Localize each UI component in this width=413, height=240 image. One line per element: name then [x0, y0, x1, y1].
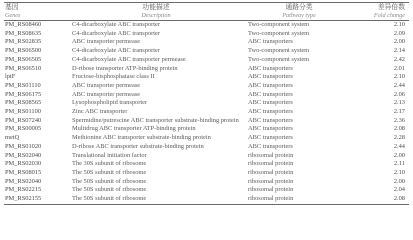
fold-change-cell: 2.00 [393, 38, 405, 46]
header-fold-change-cn: 差异倍数 [350, 3, 409, 13]
table-row [4, 178, 409, 187]
description-cell: Lysophospholipid transporter [72, 99, 148, 107]
gene-cell: PM_RS02030 [5, 160, 42, 168]
description-cell: ABC transporter permease [72, 38, 141, 46]
description-cell: Translational initiation factor [72, 151, 147, 159]
pathway-cell: ABC transporters [248, 134, 293, 142]
pathway-cell: ribosomal protein [248, 186, 294, 194]
table-row [4, 134, 409, 143]
pathway-cell: ABC transporters [248, 90, 293, 98]
fold-change-cell: 2.06 [393, 90, 405, 98]
fold-change-cell: 2.08 [350, 195, 409, 204]
description-cell: Fructose-bisphosphatase class II [72, 73, 155, 81]
pathway-cell: ABC transporters [248, 73, 293, 81]
fold-change-cell: 2.11 [394, 160, 405, 168]
description-cell: Zinc ABC transporter [72, 108, 128, 116]
fold-change-cell: 2.14 [393, 47, 405, 55]
gene-expression-table [4, 2, 409, 205]
description-cell: ABC transporter permease [72, 81, 141, 89]
description-cell: D-ribose ABC transporter substrate-binding protein [72, 142, 204, 150]
pathway-cell: ABC transporters [248, 125, 293, 133]
table-header [4, 3, 409, 21]
gene-cell: PM_RS08565 [5, 99, 42, 107]
table-row [4, 195, 409, 204]
fold-change-cell: 2.04 [393, 186, 405, 194]
pathway-cell: ABC transporters [248, 64, 293, 72]
gene-cell: lptF [5, 73, 16, 81]
description-cell: The 50S subunit of ribosome [72, 177, 147, 185]
table-row [4, 160, 409, 169]
table-row [4, 65, 409, 74]
pathway-cell: Two-component system [248, 47, 310, 55]
gene-cell: PM_RS00005 [5, 125, 42, 133]
header-fold-change-en: Fold change [350, 12, 409, 21]
header-row-english [4, 12, 409, 21]
table-row [4, 47, 409, 56]
pathway-cell: ABC transporters [248, 116, 293, 124]
table-row [4, 169, 409, 178]
gene-cell: PM_RS02040 [5, 177, 42, 185]
description-cell: C4-dicarboxylate ABC transporter permease [72, 55, 186, 63]
table-row [4, 73, 409, 82]
gene-cell: PM_RS01100 [5, 108, 41, 116]
table-row [4, 30, 409, 39]
gene-cell: PM_RS06510 [5, 64, 42, 72]
description-cell: ABC transporter permease [72, 90, 141, 98]
description-cell: The 50S subunit of ribosome [72, 168, 147, 176]
gene-cell: PM_RS06175 [5, 90, 42, 98]
pathway-cell: ribosomal protein [240, 195, 350, 204]
header-pathway-cn: 通路分类 [240, 3, 350, 13]
description-cell: C4-dicarboxylate ABC transporter [72, 47, 161, 55]
header-row-chinese [4, 3, 409, 13]
description-cell: Methionine ABC transporter substrate-binding protein [72, 134, 211, 142]
pathway-cell: ribosomal protein [248, 168, 294, 176]
fold-change-cell: 2.09 [393, 29, 405, 37]
fold-change-cell: 2.44 [393, 142, 405, 150]
table-row [4, 117, 409, 126]
header-description-cn: 功能描述 [68, 3, 240, 13]
table-row [4, 38, 409, 47]
fold-change-cell: 2.08 [393, 125, 405, 133]
gene-cell: PM_RS07240 [5, 116, 42, 124]
fold-change-cell: 2.42 [393, 55, 405, 63]
fold-change-cell: 2.36 [393, 116, 405, 124]
table-row [4, 82, 409, 91]
fold-change-cell: 2.00 [393, 151, 405, 159]
table-row [4, 99, 409, 108]
table-row [4, 143, 409, 152]
pathway-cell: ribosomal protein [248, 151, 294, 159]
description-cell: C4-dicarboxylate ABC transporter [72, 21, 161, 28]
table-row [4, 21, 409, 30]
description-cell: The 50S subunit of ribosome [72, 186, 147, 194]
pathway-cell: ABC transporters [248, 108, 293, 116]
gene-cell: PM_RS08015 [5, 168, 42, 176]
fold-change-cell: 2.10 [393, 73, 405, 81]
pathway-cell: ABC transporters [248, 99, 293, 107]
fold-change-cell: 2.13 [393, 99, 405, 107]
fold-change-cell: 2.10 [393, 21, 405, 28]
table-row [4, 108, 409, 117]
gene-cell: PM_RS02155 [4, 195, 68, 204]
fold-change-cell: 2.17 [393, 108, 405, 116]
description-cell: The 30S subunit of ribosome [72, 160, 147, 168]
pathway-cell: ABC transporters [248, 81, 293, 89]
fold-change-cell: 2.01 [393, 64, 405, 72]
gene-cell: PM_RS01110 [5, 81, 41, 89]
description-cell: Spermidine/putrescine ABC transporter substrate-binding protein [72, 116, 239, 124]
pathway-cell: ribosomal protein [248, 177, 294, 185]
description-cell: The 50S subunit of ribosome [68, 195, 240, 204]
pathway-cell: Two-component system [248, 21, 310, 28]
fold-change-cell: 2.44 [393, 81, 405, 89]
description-cell: C4-dicarboxylate ABC transporter [72, 29, 161, 37]
fold-change-cell: 2.10 [393, 168, 405, 176]
pathway-cell: ABC transporters [248, 142, 293, 150]
header-genes-en: Genes [4, 12, 68, 21]
header-description-en: Description [68, 12, 240, 21]
table-row [4, 125, 409, 134]
table-row [4, 56, 409, 65]
fold-change-cell: 2.28 [393, 134, 405, 142]
table-body [4, 21, 409, 205]
gene-cell: PM_RS02835 [5, 38, 42, 46]
pathway-cell: ABC transporters [248, 38, 293, 46]
gene-cell: PM_RS02040 [5, 151, 42, 159]
table-row [4, 152, 409, 161]
pathway-cell: Two-component system [248, 29, 310, 37]
pathway-cell: Two-component system [248, 55, 310, 63]
table-row [4, 91, 409, 100]
header-pathway-en: Pathway type [240, 12, 350, 21]
gene-cell: metQ [5, 134, 20, 142]
header-genes-cn: 基因 [4, 3, 68, 13]
fold-change-cell: 2.00 [393, 177, 405, 185]
gene-cell: PM_RS06505 [5, 55, 42, 63]
description-cell: D-ribose transporter ATP-binding protein [72, 64, 178, 72]
table-row [4, 186, 409, 195]
description-cell: Multidrug ABC transporter ATP-binding protein [72, 125, 196, 133]
gene-cell: PM_RS08635 [5, 29, 42, 37]
gene-cell: PM_RS08460 [5, 21, 42, 28]
pathway-cell: ribosomal protein [248, 160, 294, 168]
gene-cell: PM_RS01020 [5, 142, 42, 150]
gene-cell: PM_RS06500 [5, 47, 42, 55]
gene-cell: PM_RS02215 [5, 186, 42, 194]
